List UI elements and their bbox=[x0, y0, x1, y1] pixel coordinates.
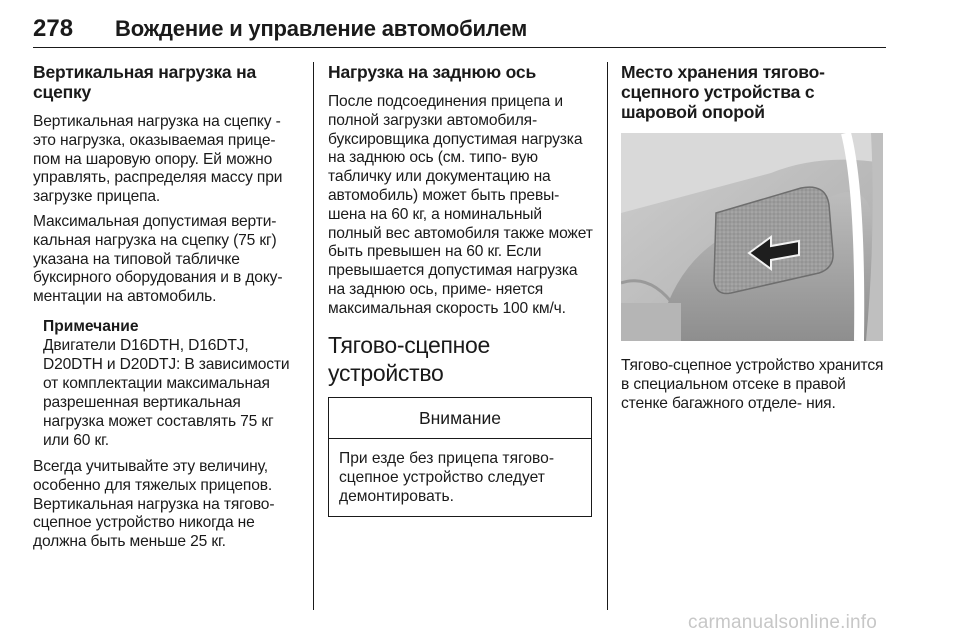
paragraph-min-vertical-load: Всегда учитывайте эту величину, особенно для тяжелых прицепов. Вертикальная нагрузка на тягово- сцепное устройство никогда не должна быть меньше 25 кг. bbox=[33, 457, 275, 551]
note-text: Двигатели D16DTH, D16DTJ, D20DTH и D20DTJ: В зависимости от комплектации максимальная разрешенная вертикальная нагрузка может составлять 75 кг или 60 кг. bbox=[43, 336, 290, 449]
page-number: 278 bbox=[33, 15, 74, 42]
caution-text: При езде без прицепа тягово- сцепное устройство следует демонтировать. bbox=[339, 449, 555, 505]
chapter-title: Вождение и управление автомобилем bbox=[115, 16, 528, 41]
storage-caption: Тягово-сцепное устройство хранится в специальном отсеке в правой стенке багажного отделе- ния. bbox=[621, 357, 884, 412]
paragraph-vertical-load-definition: Вертикальная нагрузка на сцепку - это нагрузка, оказываемая прице- пом на шаровую опору. Ей можно управлять, распределяя массу при загрузке прицепа. bbox=[33, 113, 283, 206]
paragraph-rear-axle-load: После подсоединения прицепа и полной загрузки автомобиля- буксировщика допустимая нагрузка на заднюю ось (см. типо- вую табличку или документацию на автомобиль) может быть превы- шена на 60 кг, а номинальный полный вес автомобиля также может быть превышен на 60 кг. Если превышается допустимая нагрузка на заднюю ось, приме- няется максимальная скорость 100 км/ч. bbox=[328, 93, 593, 317]
paragraph-max-vertical-load: Максимальная допустимая верти- кальная нагрузка на сцепку (75 кг) указана на типовой табличке буксирного оборудования и в доку- ментации на автомобиль. bbox=[33, 212, 283, 306]
note-block bbox=[43, 317, 301, 450]
section-title-towing-device: Тягово-сцепное устройство bbox=[328, 331, 491, 386]
column-divider-1 bbox=[313, 62, 314, 610]
column-storage bbox=[621, 62, 887, 419]
trunk-compartment-photo bbox=[621, 133, 883, 341]
heading-vertical-load: Вертикальная нагрузка на сцепку bbox=[33, 62, 257, 102]
page-header bbox=[33, 12, 886, 48]
caution-box bbox=[328, 397, 592, 517]
column-vertical-load bbox=[33, 62, 301, 558]
watermark: carmanualsonline.info bbox=[688, 612, 878, 633]
note-title: Примечание bbox=[43, 317, 139, 335]
heading-storage: Место хранения тягово- сцепного устройства с шаровой опорой bbox=[621, 62, 825, 122]
caution-title: Внимание bbox=[329, 398, 591, 439]
column-divider-2 bbox=[607, 62, 608, 610]
heading-rear-axle-load: Нагрузка на заднюю ось bbox=[328, 62, 537, 82]
column-rear-axle-load bbox=[328, 62, 594, 517]
